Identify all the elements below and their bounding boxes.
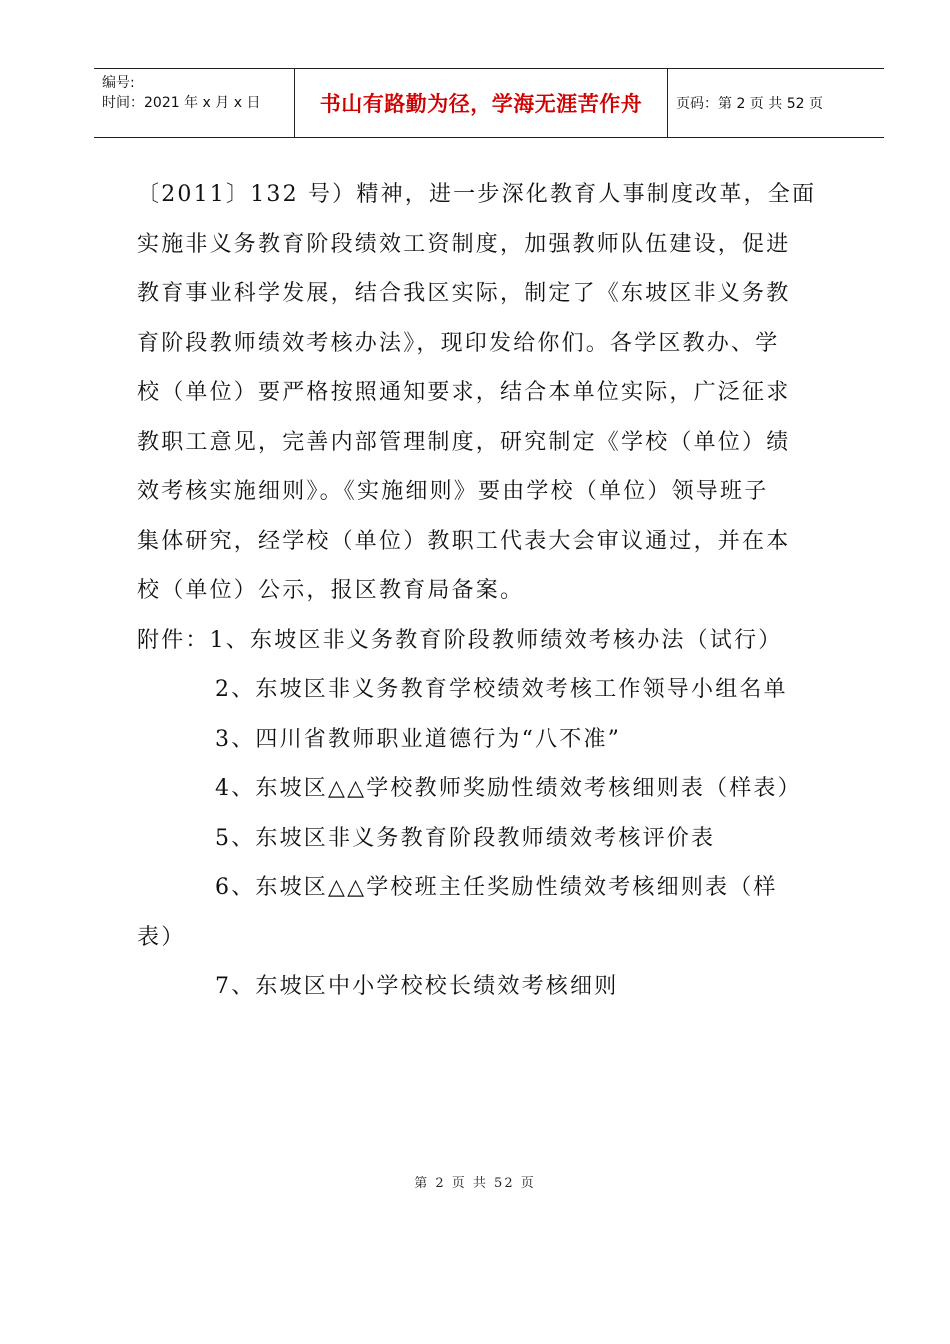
paragraph-line: 效考核实施细则》。《实施细则》要由学校（单位）领导班子 [137,479,769,504]
header-page-label: 页码：第 2 页 共 52 页 [676,96,823,112]
document-body [137,170,839,1012]
header-motto: 书山有路勤为径，学海无涯苦作舟 [294,69,668,137]
paragraph-line: 集体研究，经学校（单位）教职工代表大会审议通过，并在本 [137,528,791,554]
paragraph-line: 校（单位）公示，报区教育局备案。 [137,578,525,603]
attachment-item: 4、东坡区△△学校教师奖励性绩效考核细则表（样表） [215,776,802,801]
paragraph-line: 校（单位）要严格按照通知要求，结合本单位实际，广泛征求 [137,380,791,405]
document-header [94,68,884,138]
document-number-label: 编号: [102,75,135,91]
paragraph-line: 教育事业科学发展，结合我区实际，制定了《东坡区非义务教 [137,281,791,306]
paragraph-line: 育阶段教师绩效考核办法》，现印发给你们。各学区教办、学 [137,330,780,356]
header-meta [102,73,292,113]
attachments-intro: 附件：1、东坡区非义务教育阶段教师绩效考核办法（试行） [137,627,783,653]
paragraph-line: 教职工意见，完善内部管理制度，研究制定《学校（单位）绩 [137,429,791,455]
document-time-label: 时间：2021 年 x 月 x 日 [102,95,261,111]
paragraph-line: 实施非义务教育阶段绩效工资制度，加强教师队伍建设，促进 [137,231,791,257]
attachment-item: 7、东坡区中小学校校长绩效考核细则 [215,974,619,999]
attachment-item: 2、东坡区非义务教育学校绩效考核工作领导小组名单 [215,677,788,702]
attachment-item: 3、四川省教师职业道德行为“八不准” [215,726,622,752]
attachment-item: 5、东坡区非义务教育阶段教师绩效考核评价表 [215,825,716,851]
paragraph-line: 〔2011〕132 号）精神，进一步深化教育人事制度改革，全面 [137,182,817,207]
attachment-item: 6、东坡区△△学校班主任奖励性绩效考核细则表（样 [215,875,778,900]
attachment-item-continuation: 表） [137,924,186,950]
page-footer: 第 2 页 共 52 页 [414,1176,536,1191]
